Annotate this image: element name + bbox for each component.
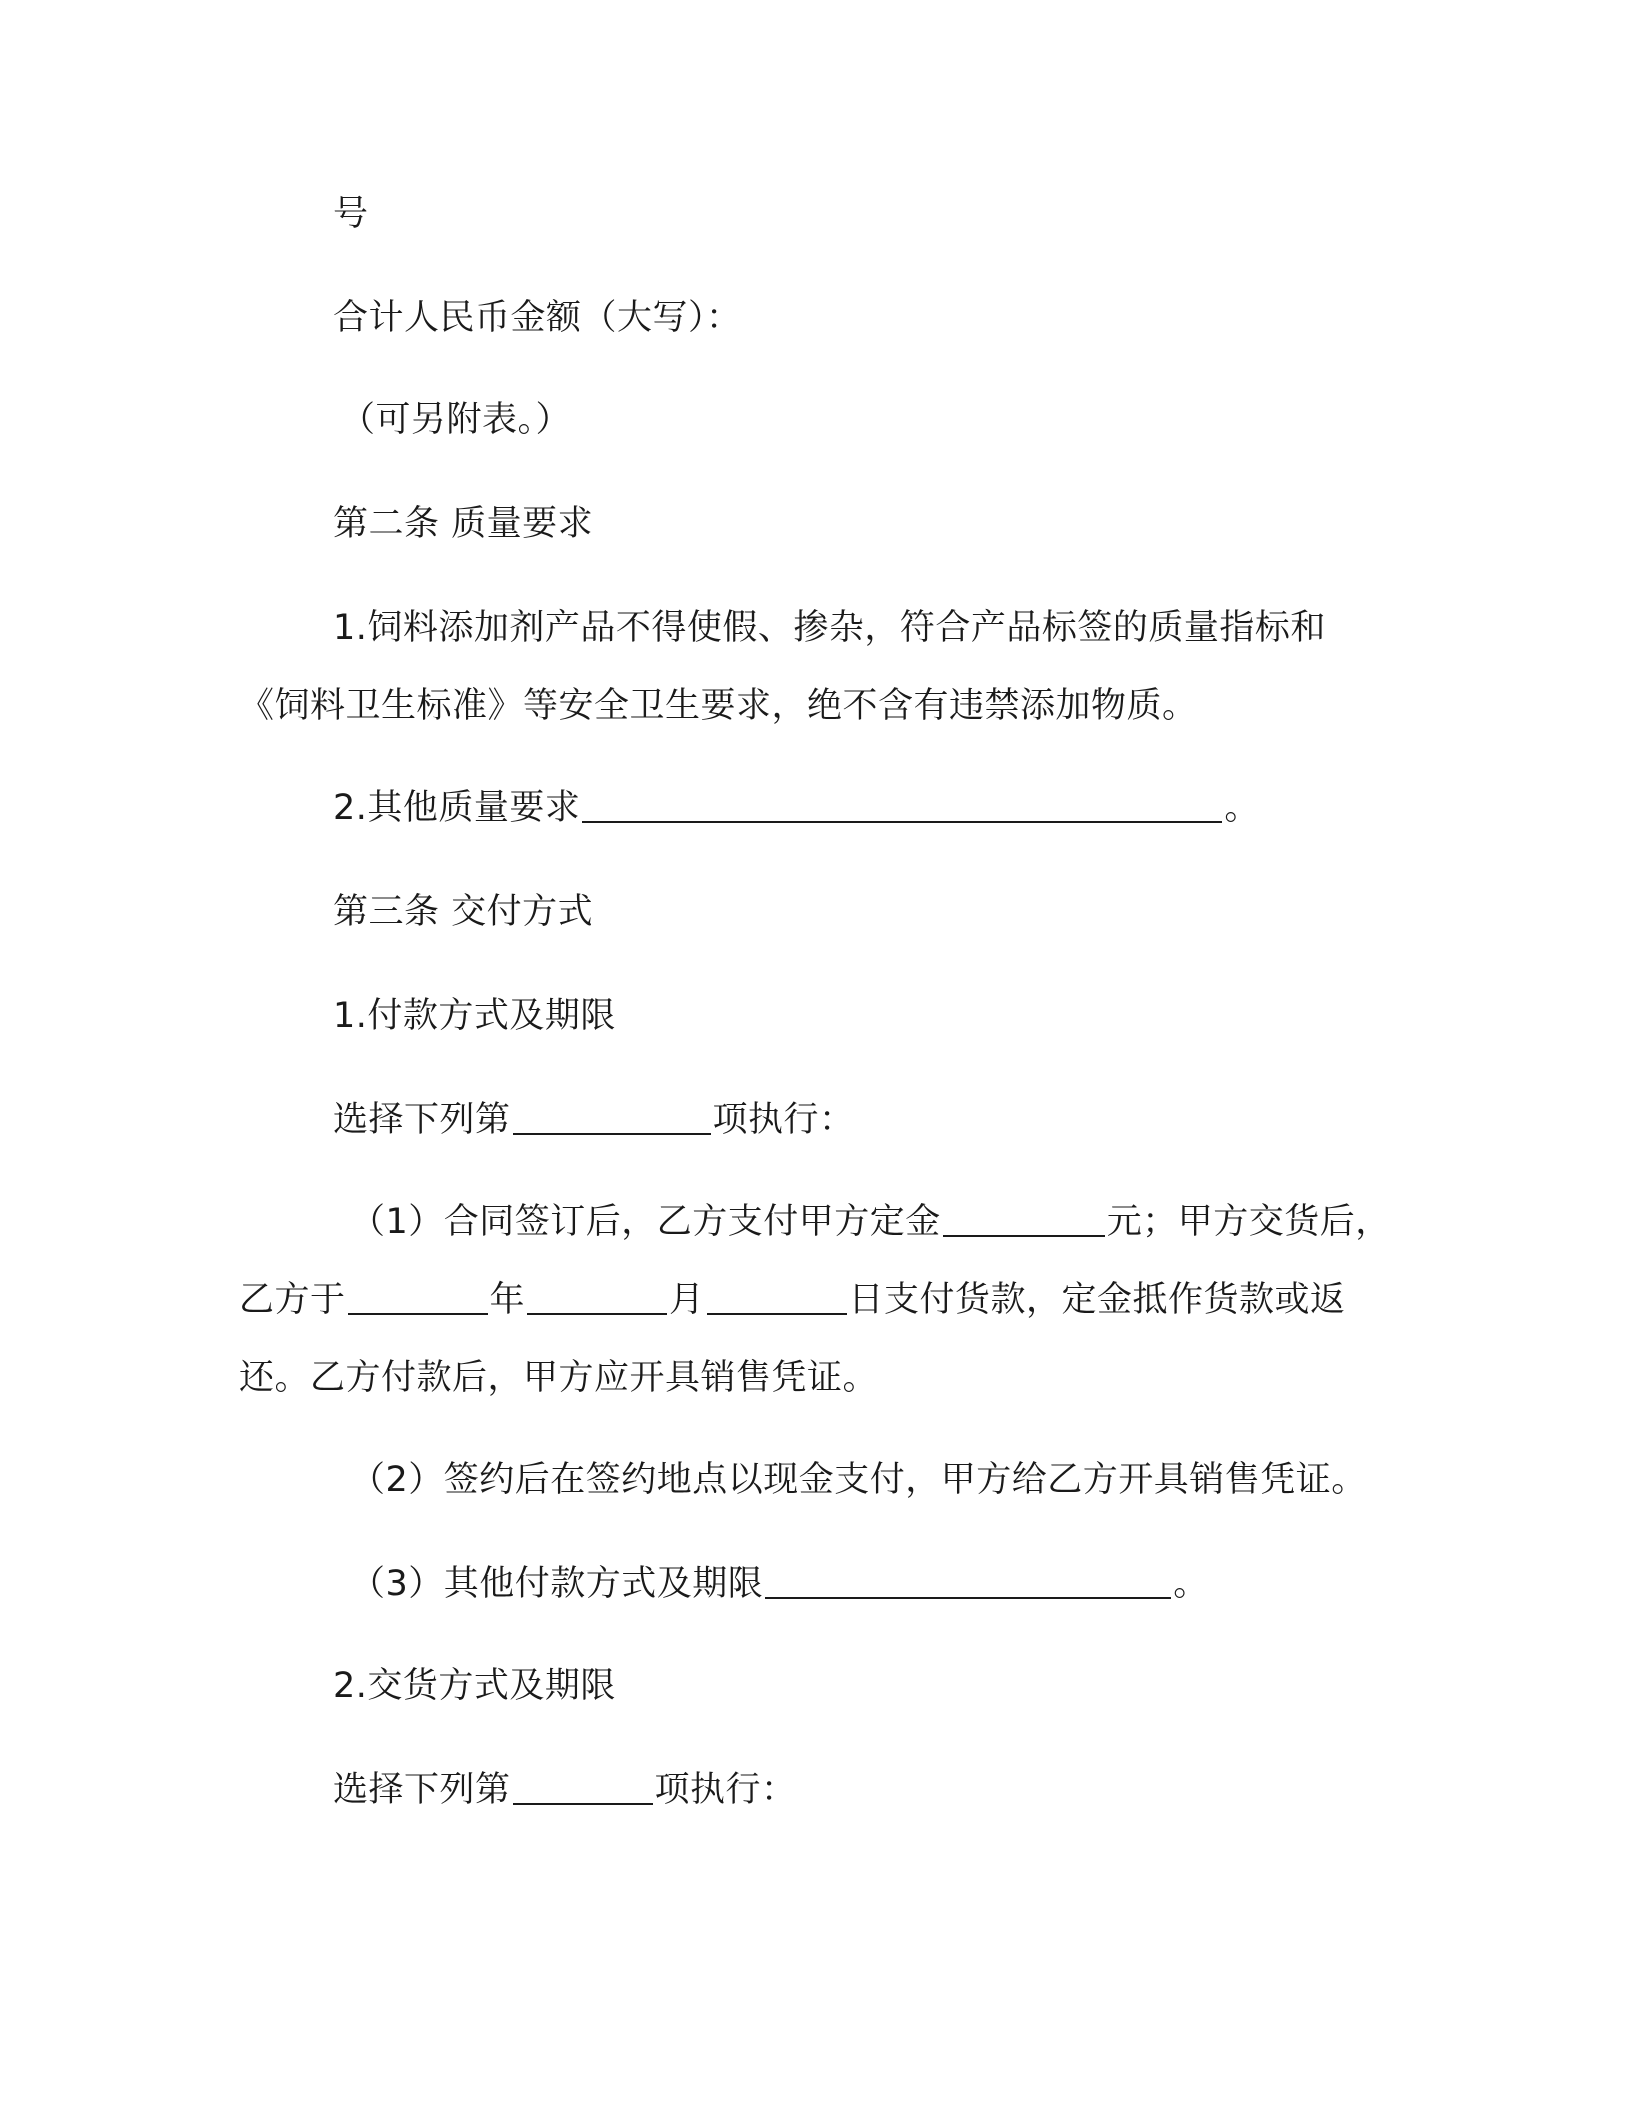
year-label: 年 bbox=[489, 1280, 526, 1320]
payment-option-1-cont: 还。乙方付款后，甲方应开具销售凭证。 bbox=[239, 1358, 879, 1398]
payment-heading: 1.付款方式及期限 bbox=[333, 996, 616, 1036]
deposit-amount-blank[interactable] bbox=[943, 1201, 1105, 1237]
year-blank[interactable] bbox=[348, 1279, 488, 1315]
delivery-option-label: 选择下列第 bbox=[333, 1770, 511, 1810]
payment-option-1 bbox=[350, 1200, 1391, 1244]
payment-option-label: 选择下列第 bbox=[333, 1100, 511, 1140]
other-payment-blank[interactable] bbox=[765, 1563, 1171, 1599]
payment-option-2: （2）签约后在签约地点以现金支付，甲方给乙方开具销售凭证。 bbox=[350, 1460, 1367, 1500]
quality-clause-2-label: 2.其他质量要求 bbox=[333, 788, 581, 828]
payment-option-suffix: 项执行： bbox=[712, 1100, 855, 1140]
payment-option-blank[interactable] bbox=[513, 1099, 711, 1135]
quality-clause-1-cont: 《饲料卫生标准》等安全卫生要求，绝不含有违禁添加物质。 bbox=[239, 686, 1198, 726]
text-line-hao: 号 bbox=[333, 194, 369, 234]
attachment-note: （可另附表。） bbox=[340, 400, 572, 440]
month-label: 月 bbox=[669, 1280, 705, 1320]
day-blank[interactable] bbox=[707, 1279, 847, 1315]
article-3-heading: 第三条 交付方式 bbox=[333, 892, 594, 932]
article-2-heading: 第二条 质量要求 bbox=[333, 504, 594, 544]
total-amount-label: 合计人民币金额（大写）： bbox=[333, 298, 742, 338]
delivery-option-suffix: 项执行： bbox=[654, 1770, 797, 1810]
payment-option-1-text-b: 元；甲方交货后， bbox=[1106, 1202, 1391, 1242]
delivery-option-select bbox=[333, 1768, 797, 1812]
quality-clause-2-end: 。 bbox=[1224, 788, 1260, 828]
payment-option-3 bbox=[350, 1562, 1209, 1606]
payment-option-3-label: （3）其他付款方式及期限 bbox=[350, 1564, 764, 1604]
payment-option-1-date bbox=[239, 1278, 1346, 1322]
other-quality-blank[interactable] bbox=[582, 787, 1222, 823]
payment-option-1-text: （1）合同签订后，乙方支付甲方定金 bbox=[350, 1202, 941, 1242]
quality-clause-2 bbox=[333, 786, 1260, 830]
delivery-heading: 2.交货方式及期限 bbox=[333, 1666, 616, 1706]
payment-option-3-end: 。 bbox=[1173, 1564, 1209, 1604]
payment-option-select bbox=[333, 1098, 855, 1142]
day-label: 日支付货款，定金抵作货款或返 bbox=[848, 1280, 1346, 1320]
delivery-option-blank[interactable] bbox=[513, 1769, 653, 1805]
payment-party-label: 乙方于 bbox=[239, 1280, 346, 1320]
quality-clause-1: 1.饲料添加剂产品不得使假、掺杂，符合产品标签的质量指标和 bbox=[333, 608, 1326, 648]
month-blank[interactable] bbox=[527, 1279, 667, 1315]
